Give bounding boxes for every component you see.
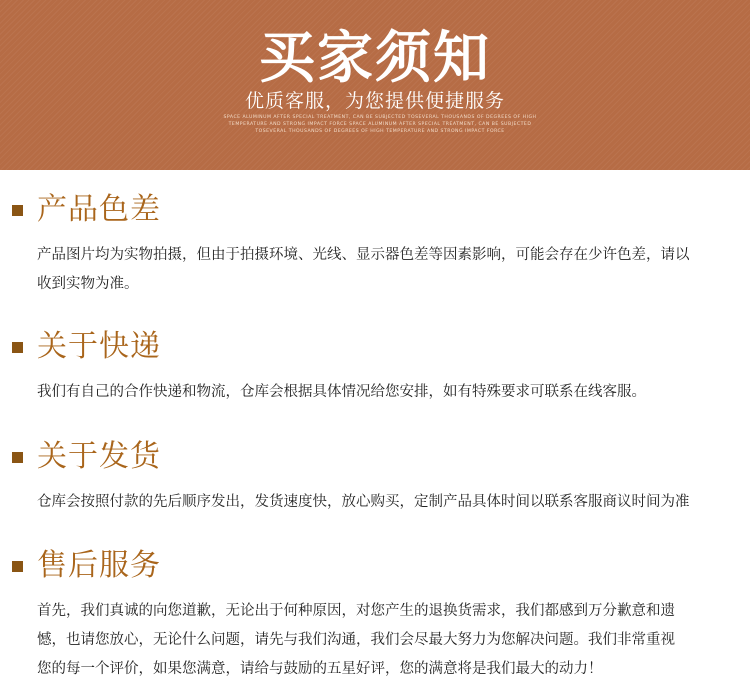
fine-print-line: TOSEVERAL THOUSANDS OF DEGREES OF HIGH TEMPERATURE AND STRONG IMPACT FORCE: [255, 129, 505, 134]
section-title: 售后服务: [37, 548, 161, 583]
section-heading: [12, 327, 161, 367]
body-line: 我们有自己的合作快递和物流，仓库会根据具体情况给您安排，如有特殊要求可联系在线客服。: [37, 384, 646, 400]
section-body: [37, 378, 727, 407]
section-title: 关于发货: [37, 439, 161, 474]
section-heading: [12, 190, 161, 230]
square-bullet-icon: [12, 561, 23, 572]
body-line: 首先，我们真诚的向您道歉，无论出于何种原因，对您产生的退换货需求，我们都感到万分歉意和遗: [37, 603, 675, 619]
body-line: 仓库会按照付款的先后顺序发出，发货速度快，放心购买，定制产品具体时间以联系客服商议时间为准: [37, 494, 690, 510]
section-title: 关于快递: [37, 329, 161, 364]
section-body: [37, 597, 727, 684]
body-line: 收到实物为准。: [37, 276, 139, 292]
fine-print-line: SPACE ALUMINUM AFTER SPECIAL TREATMENT, CAN BE SUBJECTED TOSEVERAL THOUSANDS OF DEGREES OF HIGH: [223, 115, 537, 120]
section-heading: [12, 546, 161, 586]
square-bullet-icon: [12, 342, 23, 353]
square-bullet-icon: [12, 205, 23, 216]
body-line: 憾，也请您放心，无论什么问题，请先与我们沟通，我们会尽最大努力为您解决问题。我们非常重视: [37, 632, 675, 648]
section-body: [37, 241, 727, 299]
header-banner: [0, 0, 750, 170]
body-line: 产品图片均为实物拍摄，但由于拍摄环境、光线、显示器色差等因素影响，可能会存在少许色差，请以: [37, 247, 690, 263]
section-title: 产品色差: [37, 192, 161, 227]
banner-fine-print: [215, 114, 545, 135]
page-subtitle: 优质客服，为您提供便捷服务: [244, 90, 505, 112]
page-title: 买家须知: [259, 26, 491, 91]
square-bullet-icon: [12, 452, 23, 463]
body-line: 您的每一个评价，如果您满意，请给与鼓励的五星好评，您的满意将是我们最大的动力！: [37, 661, 603, 677]
fine-print-line: TEMPERATURE AND STRONG IMPACT FORCE SPACE ALUMINUM AFTER SPECIAL TREATMENT, CAN BE SUBJECTED: [228, 122, 532, 127]
section-body: [37, 488, 727, 517]
section-heading: [12, 437, 161, 477]
